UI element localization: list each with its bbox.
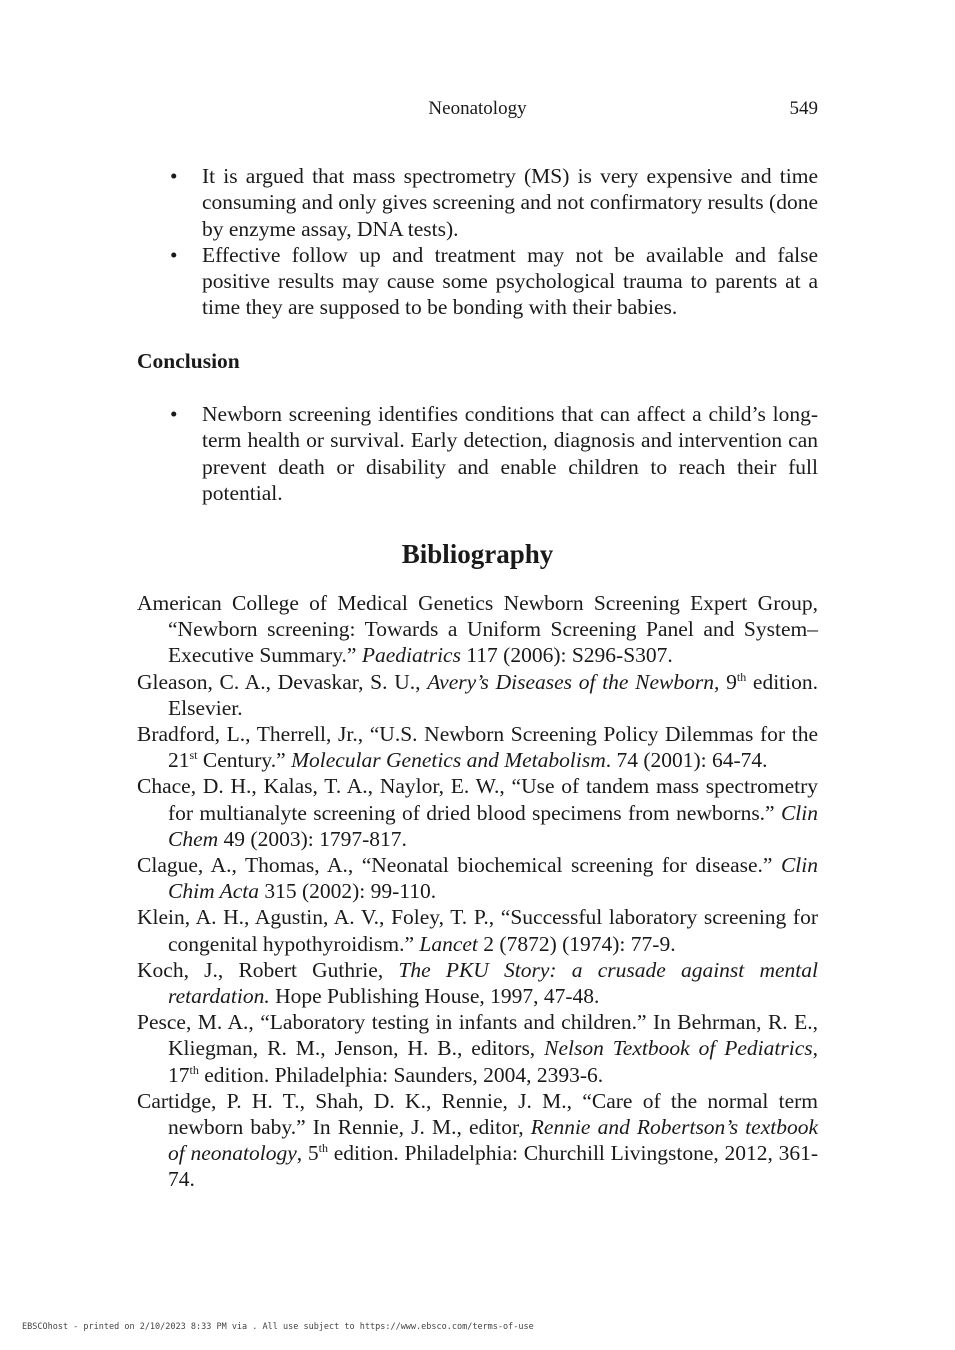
reference-entry: Pesce, M. A., “Laboratory testing in infants and children.” In Behrman, R. E., Kliegman, R. M., Jenson, H. B., editors, Nelson Textbook of Pediatrics, 17th edition. Philadelphia: Saunders, 2004, 2393-6. [137,1010,819,1087]
reference-entry: Clague, A., Thomas, A., “Neonatal biochemical screening for disease.” Clin Chim Acta 315 (2002): 99-110. [137,853,818,904]
list-item [166,163,818,242]
bullet-list [166,163,818,321]
reference-entry: American College of Medical Genetics Newborn Screening Expert Group, “Newborn screening: Towards a Uniform Screening Panel and System–Executive Summary.” Paediatrics 117 (2006): S296-S307. [137,591,818,668]
list-item-text: Effective follow up and treatment may not be available and false positive results may cause some psychological trauma to parents at a time they are supposed to be bonding with their babies. [202,242,818,320]
list-item [166,401,818,506]
list-item-text: It is argued that mass spectrometry (MS) is very expensive and time consuming and only gives screening and not confirmatory results (done by enzyme assay, DNA tests). [202,164,818,241]
reference-entry: Cartidge, P. H. T., Shah, D. K., Rennie, J. M., “Care of the normal term newborn baby.” In Rennie, J. M., editor, Rennie and Robertson’s textbook of neonatology, 5th edition. Philadelphia: Churchill Livingstone, 2012, 361-74. [137,1088,818,1192]
page-number: 549 [789,98,818,119]
reference-entry: Bradford, L., Therrell, Jr., “U.S. Newborn Screening Policy Dilemmas for the 21st Century.” Molecular Genetics and Metabolism. 74 (2001): 64-74. [137,722,818,773]
reference-entry: Koch, J., Robert Guthrie, The PKU Story: a crusade against mental retardation. Hope Publishing House, 1997, 47-48. [137,957,818,1009]
reference-entry: Gleason, C. A., Devaskar, S. U., Avery’s Diseases of the Newborn, 9th edition. Elsevier. [137,669,819,720]
list-item [166,242,818,321]
section-heading-conclusion: Conclusion [137,349,240,373]
conclusion-bullet-list [166,401,818,506]
bullet-icon: • [170,402,178,426]
bullet-icon: • [170,164,178,188]
bullet-icon: • [170,242,178,267]
bibliography-list [137,590,818,1193]
reference-entry: Klein, A. H., Agustin, A. V., Foley, T. P., “Successful laboratory screening for congenital hypothyroidism.” Lancet 2 (7872) (1974): 77-9. [137,905,818,956]
bibliography-heading: Bibliography [401,539,554,569]
header-title: Neonatology [428,98,527,119]
print-footer: EBSCOhost - printed on 2/10/2023 8:33 PM via . All use subject to https://www.ebsco.com/terms-of-use [22,1322,534,1332]
reference-entry: Chace, D. H., Kalas, T. A., Naylor, E. W., “Use of tandem mass spectrometry for multianalyte screening of dried blood specimens from newborns.” Clin Chem 49 (2003): 1797-817. [137,774,818,851]
list-item-text: Newborn screening identifies conditions that can affect a child’s long-term health or survival. Early detection, diagnosis and intervention can prevent death or disability and enable children to reach their full potential. [202,402,818,505]
